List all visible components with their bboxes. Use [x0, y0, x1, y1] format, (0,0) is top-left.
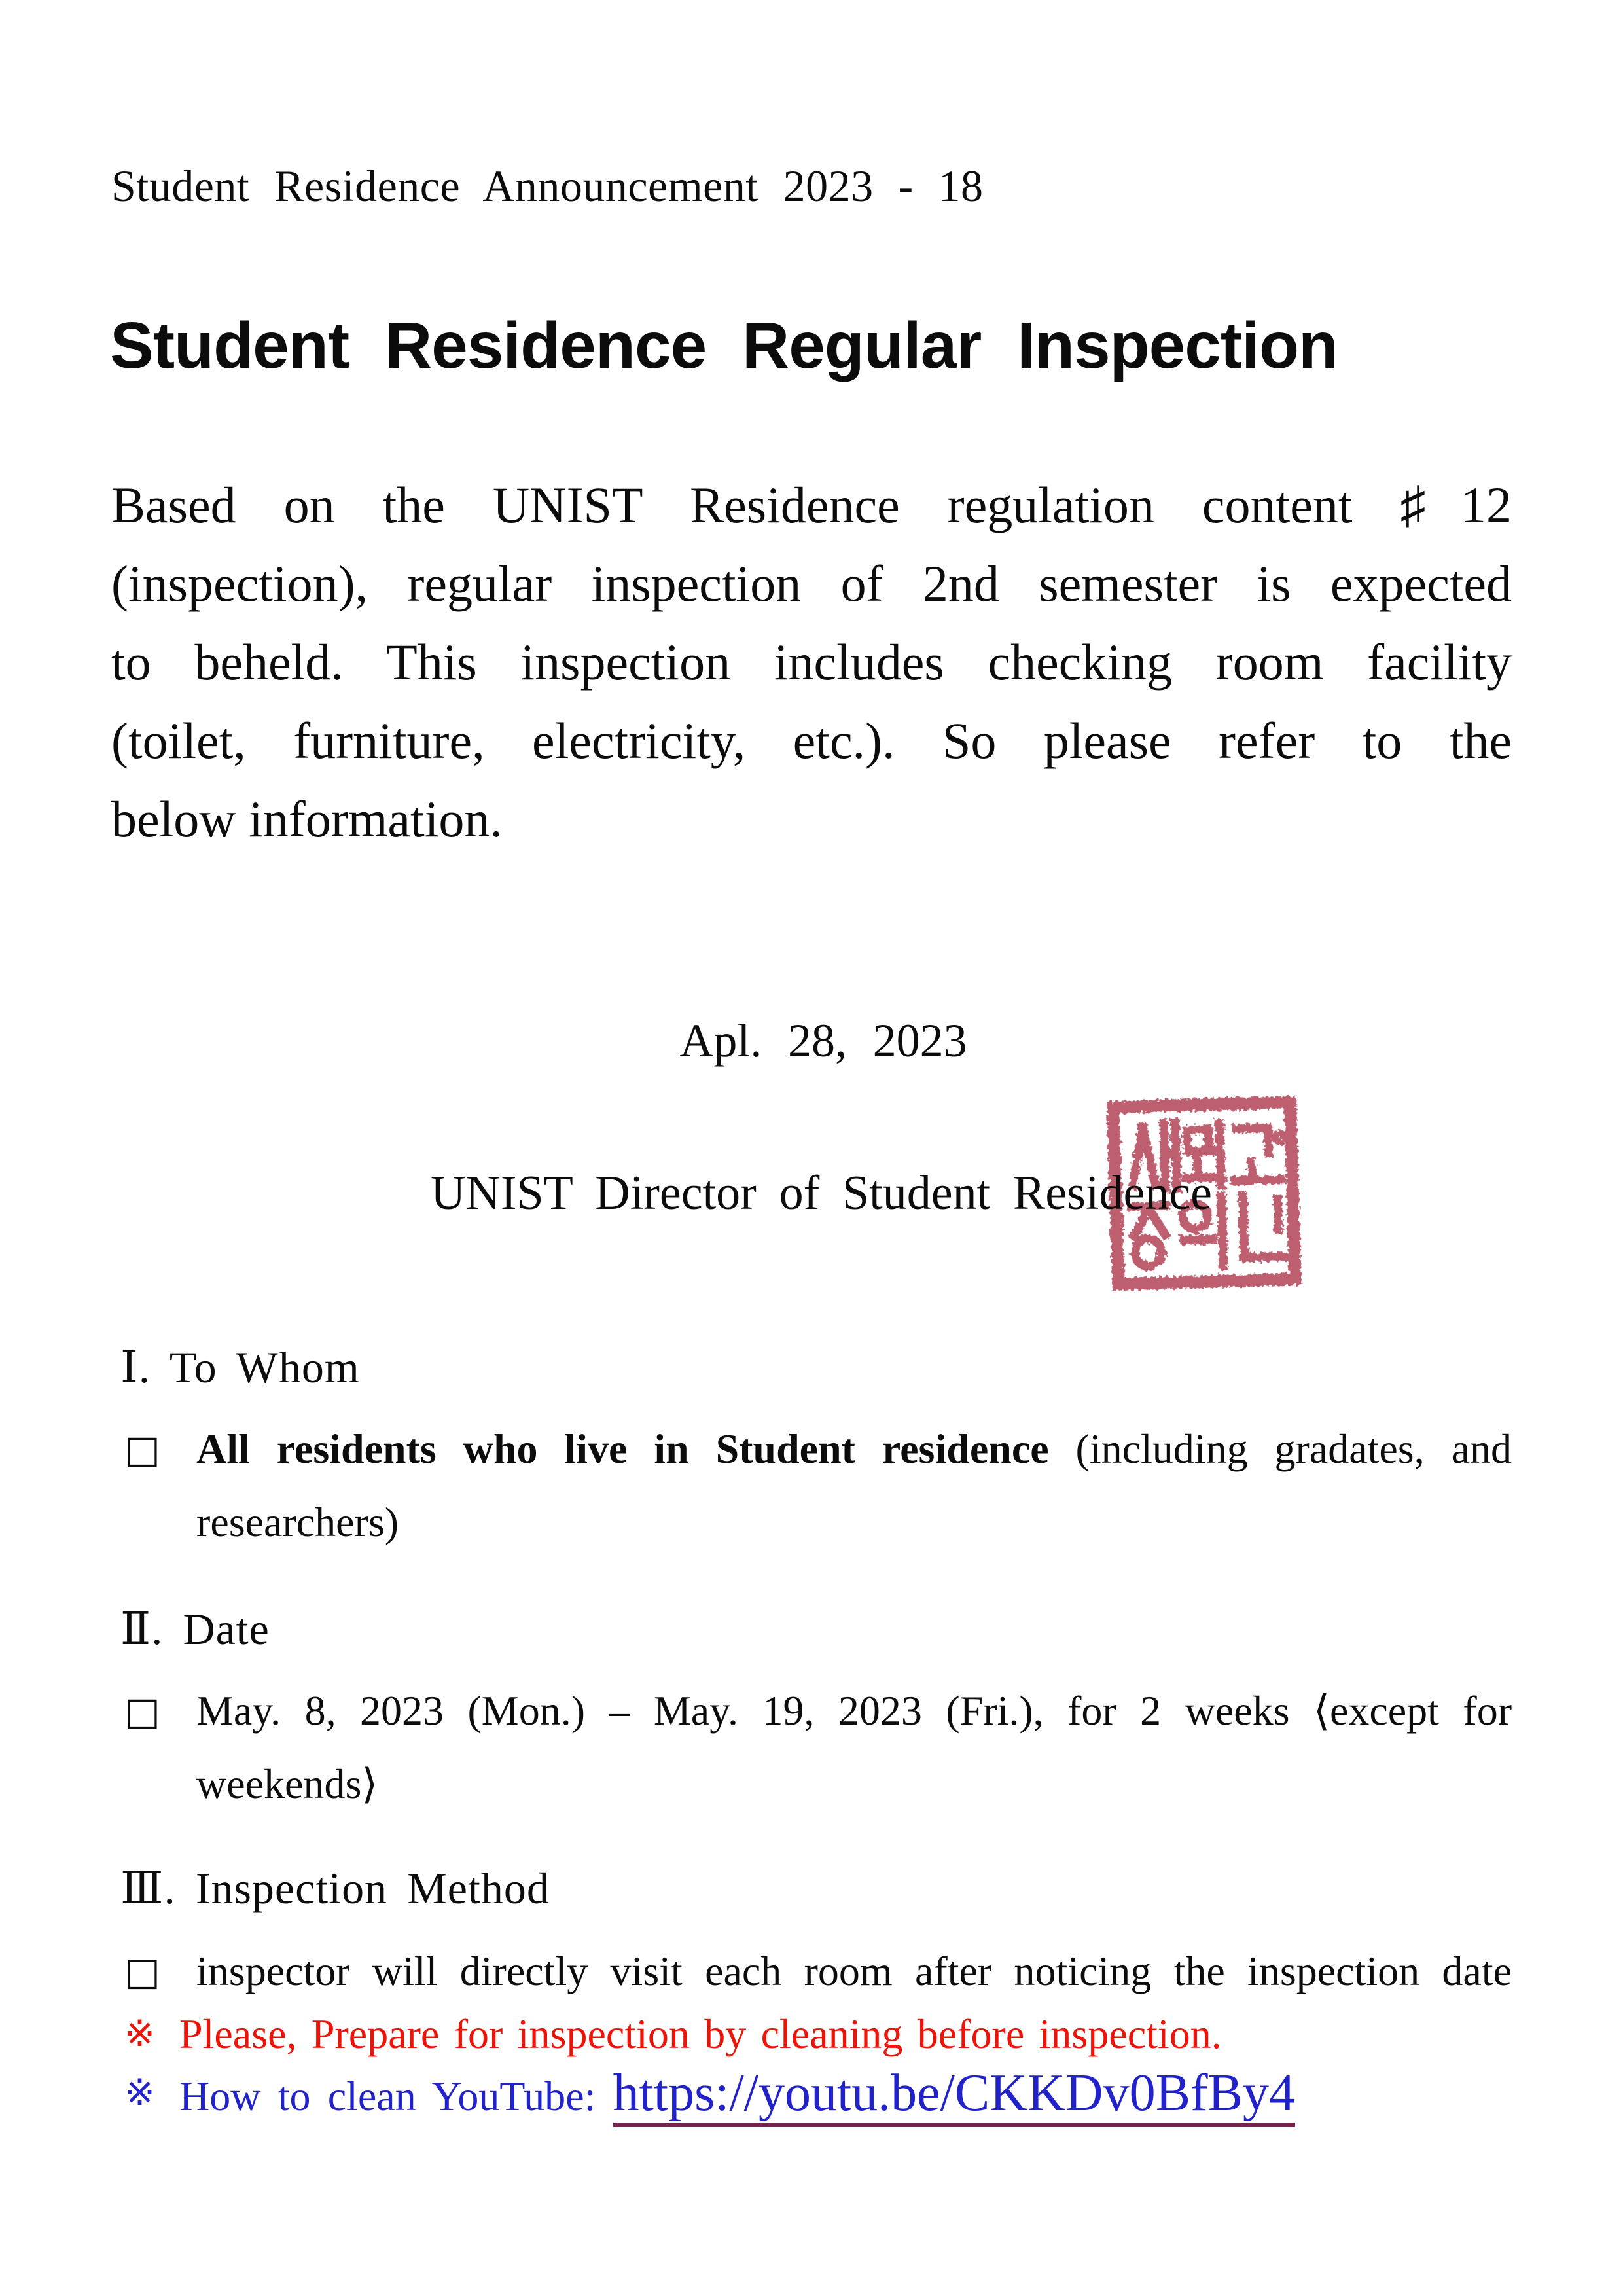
- intro-line: (toilet, furniture, electricity, etc.). So please refer to the: [111, 712, 1512, 769]
- intro-paragraph: [111, 466, 1512, 859]
- reference-mark-icon: ※: [124, 2072, 155, 2114]
- youtube-text-prefix: How to clean YouTube:: [179, 2073, 596, 2119]
- warning-text: Please, Prepare for inspection by cleaning before inspection.: [179, 2011, 1222, 2057]
- signature-title: UNIST Director of Student Residence: [430, 1166, 1213, 1220]
- document-date: Apl. 28, 2023: [679, 1014, 967, 1067]
- item-text-bold: All residents who live in Student residence: [196, 1426, 1049, 1472]
- checkbox-icon: □: [124, 1427, 160, 1471]
- reference-mark-icon: ※: [124, 2013, 155, 2055]
- section-heading-to-whom: Ⅰ. To Whom: [120, 1342, 360, 1392]
- youtube-note: [124, 2056, 1512, 2133]
- item-text: inspector will directly visit each room after noticing the inspection date: [196, 1948, 1512, 1994]
- section-heading-inspection-method: Ⅲ. Inspection Method: [120, 1863, 550, 1913]
- item-text-regular: (including gradates, and researchers): [196, 1426, 1512, 1545]
- intro-line: Based on the UNIST Residence regulation content ♯12: [111, 476, 1512, 533]
- item-text: [196, 1412, 1512, 1559]
- announcement-number: Student Residence Announcement 2023 - 18: [111, 161, 984, 211]
- list-item-to-whom: [124, 1412, 1512, 1559]
- section-heading-date: Ⅱ. Date: [120, 1604, 270, 1654]
- intro-line: below information.: [111, 791, 503, 848]
- page-title: Student Residence Regular Inspection: [110, 309, 1338, 382]
- youtube-link[interactable]: https://youtu.be/CKKDv0BfBy4: [613, 2064, 1295, 2127]
- youtube-text: [179, 2056, 1512, 2133]
- item-text: May. 8, 2023 (Mon.) – May. 19, 2023 (Fri.), for 2 weeks ⟨except for weekends⟩: [196, 1687, 1512, 1807]
- checkbox-icon: □: [124, 1949, 160, 1994]
- list-item-date: [124, 1674, 1512, 1821]
- intro-line: to beheld. This inspection includes checking room facility: [111, 634, 1512, 691]
- checkbox-icon: □: [124, 1689, 160, 1733]
- intro-line: (inspection), regular inspection of 2nd semester is expected: [111, 555, 1512, 612]
